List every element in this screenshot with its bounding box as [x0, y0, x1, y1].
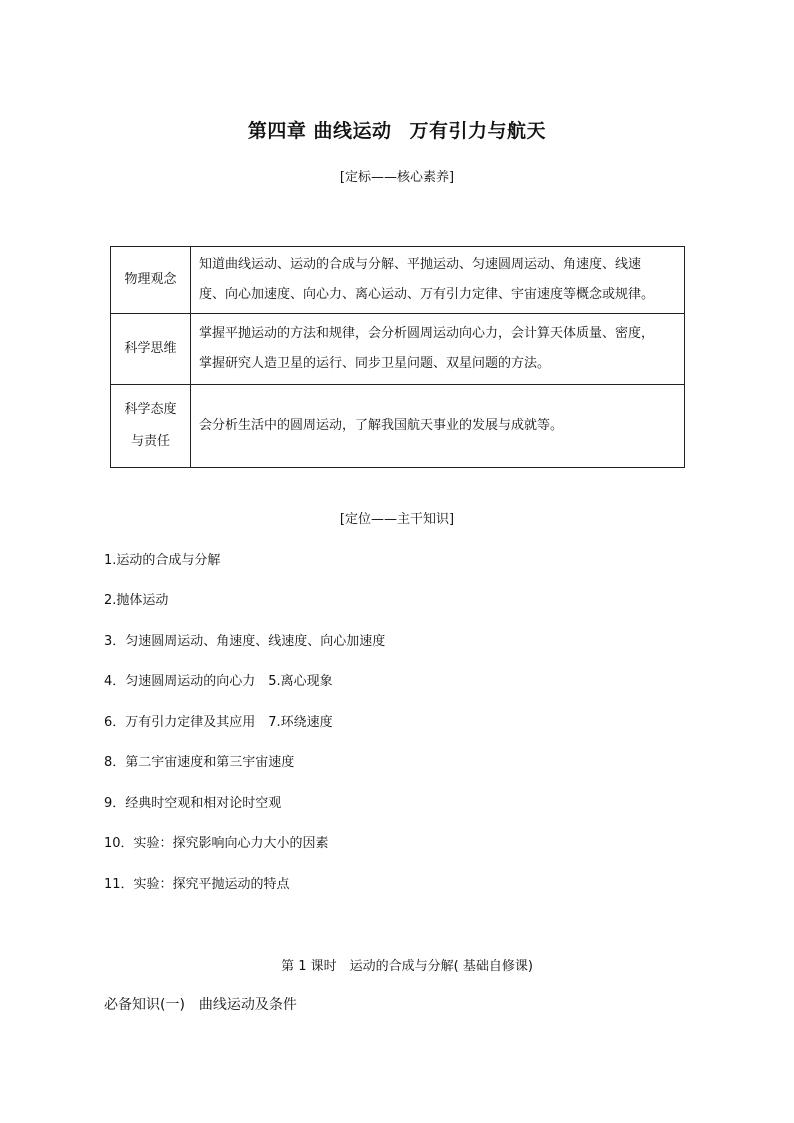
list-item: 1.运动的合成与分解 [104, 553, 221, 568]
list-item: 10．实验：探究影响向心力大小的因素 [104, 836, 329, 851]
row-content: 知道曲线运动、运动的合成与分解、平抛运动、匀速圆周运动、角速度、线速 度、向心加速度、向心力、离心运动、万有引力定律、宇宙速度等概念或规律。 [191, 247, 685, 314]
list-item: 8．第二宇宙速度和第三宇宙速度 [104, 755, 295, 770]
list-item: 3．匀速圆周运动、角速度、线速度、向心加速度 [104, 634, 386, 649]
core-literacy-table [110, 246, 685, 468]
list-item: 2.抛体运动 [104, 593, 169, 608]
chapter-title-part2: 万有引力与航天 [409, 120, 547, 142]
list-item: 4．匀速圆周运动的向心力 5.离心现象 [104, 674, 333, 689]
core-literacy-heading: [定标——核心素养] [339, 170, 455, 185]
table-row [111, 247, 685, 314]
row-header: 科学思维 [111, 314, 191, 385]
main-knowledge-heading: [定位——主干知识] [339, 512, 455, 527]
row-content: 会分析生活中的圆周运动，了解我国航天事业的发展与成就等。 [191, 385, 685, 468]
list-item: 11．实验：探究平抛运动的特点 [104, 877, 290, 892]
lesson-title: 第 1 课时 运动的合成与分解( 基础自修课) [281, 959, 533, 974]
section-title: 必备知识(一) 曲线运动及条件 [104, 997, 297, 1013]
list-item: 6．万有引力定律及其应用 7.环绕速度 [104, 715, 333, 730]
row-header: 科学态度 与责任 [111, 385, 191, 468]
table-row [111, 314, 685, 385]
row-content: 掌握平抛运动的方法和规律，会分析圆周运动向心力，会计算天体质量、密度， 掌握研究人造卫星的运行、同步卫星问题、双星问题的方法。 [191, 314, 685, 385]
table-row [111, 385, 685, 468]
list-item: 9．经典时空观和相对论时空观 [104, 796, 282, 811]
row-header: 物理观念 [111, 247, 191, 314]
chapter-title-part1: 第四章 曲线运动 [247, 120, 392, 142]
chapter-title [0, 116, 794, 143]
